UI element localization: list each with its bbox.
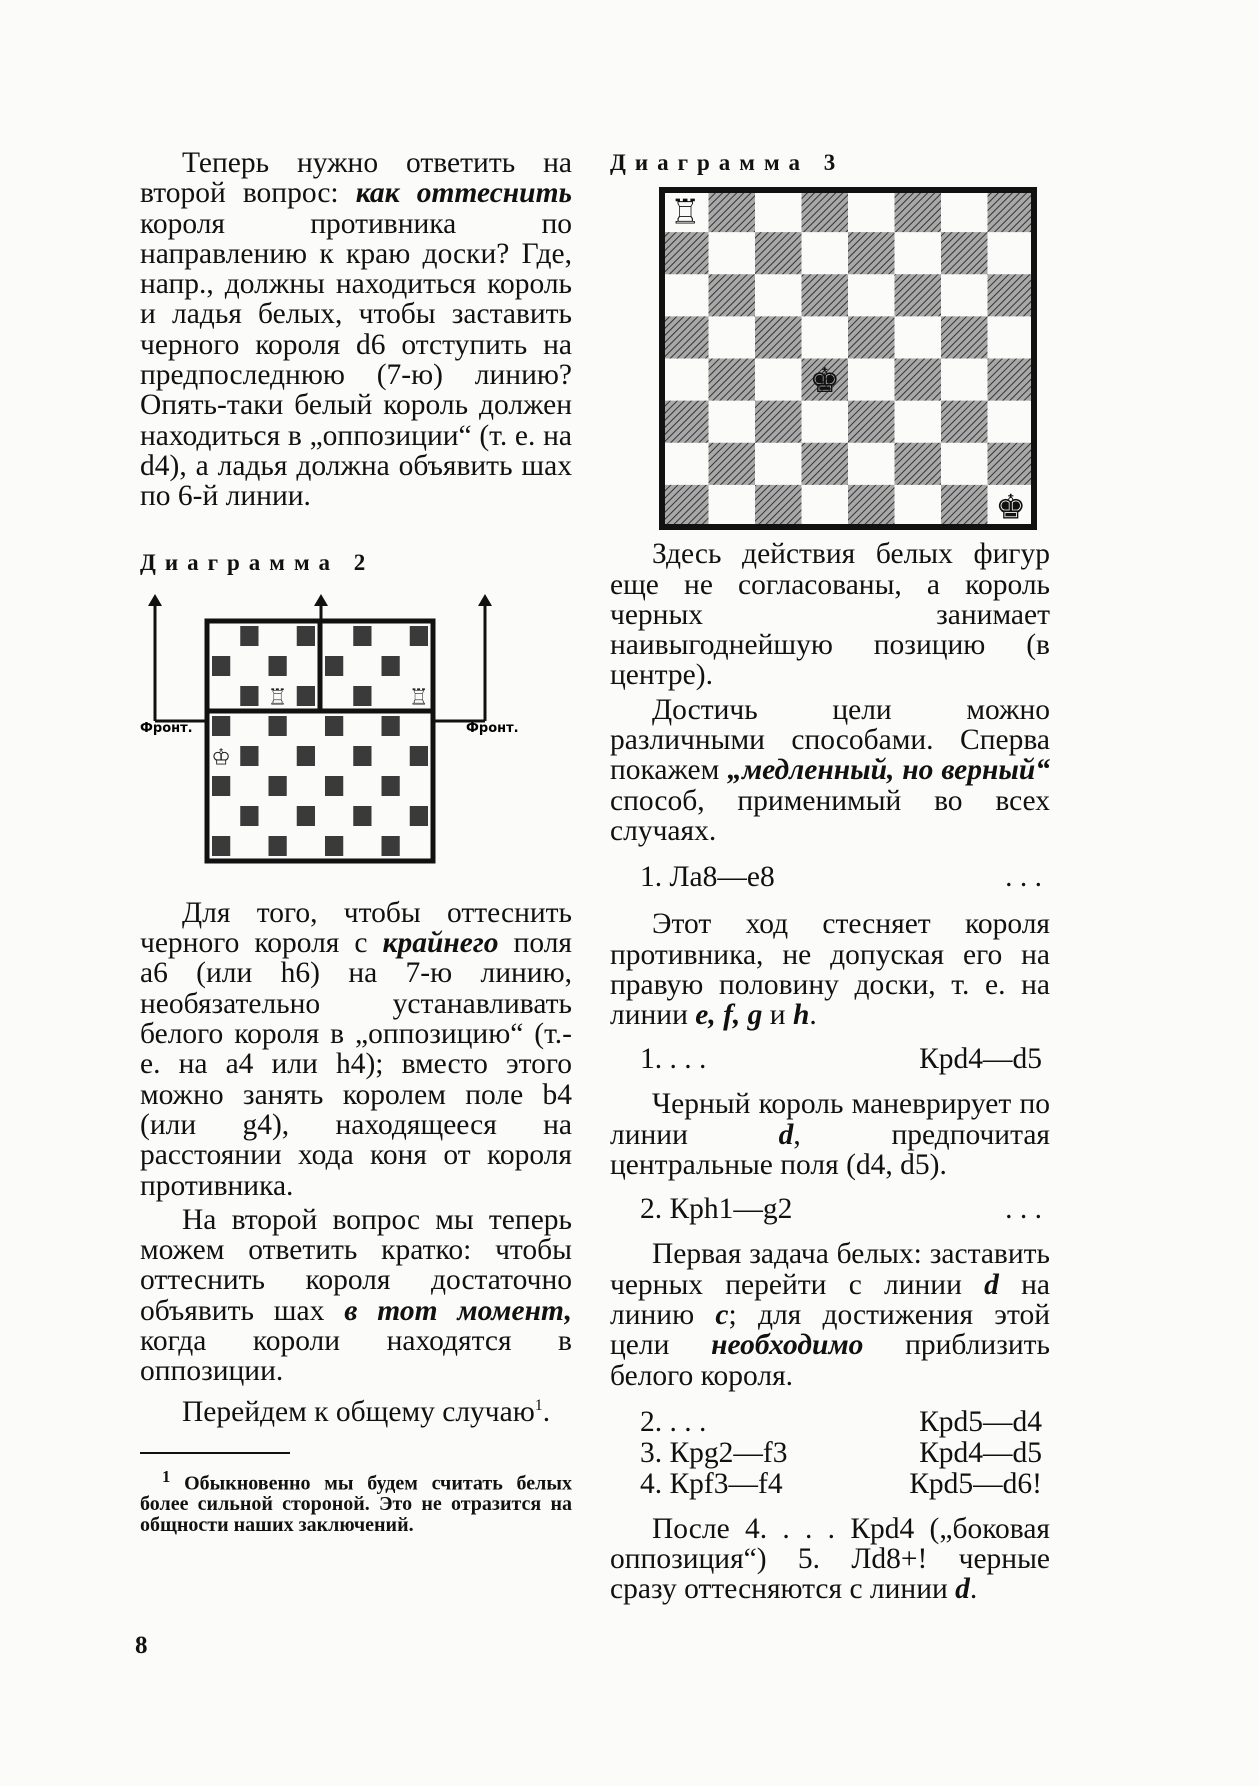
board-square [662, 232, 709, 274]
board-square [895, 359, 942, 401]
board-square [662, 401, 709, 443]
right-paragraph-3: Этот ход стесняет короля противника, не допуская его на правую половину доски, т. е. на линии e, f, g и h. [610, 908, 1050, 1032]
board-square [382, 656, 400, 676]
rook-icon: ♖ [267, 685, 288, 711]
left-paragraph-4: Перейдем к общему случаю$^1$. [182, 1395, 551, 1428]
front-label-left: Фронт. [140, 720, 193, 736]
black-king-icon: ♚ [809, 361, 840, 402]
board-square [895, 190, 942, 232]
board-square [269, 836, 287, 856]
diagram-2 [140, 548, 572, 876]
board-square [709, 359, 756, 401]
moves-list [610, 1407, 1050, 1500]
white-king-icon: ♚ [995, 487, 1026, 528]
board-square [848, 317, 895, 359]
board-square [269, 776, 287, 796]
arrow-up-icon [148, 594, 162, 606]
board-square [662, 485, 709, 527]
right-paragraph-2: Достичь цели можно различными способами. Сперва покажем „медленный, но верный“ способ, применимый во всех случаях. [610, 693, 1050, 847]
board-square [240, 626, 258, 646]
left-paragraph-1: Теперь нужно ответить на второй вопрос: как оттеснить короля противника по направлению к краю доски? Где, напр., должны находиться король и ладья белых, чтобы заставить черного короля d6 отступить на предпоследнюю (7-ю) линию? Опять-таки белый король должен находиться в „оппозиции“ (т. е. на d4), а ладья должна объявить шах по 6-й линии. [140, 147, 572, 513]
board-square [212, 776, 230, 796]
move-row: 2. . . . Крd5—d4 [640, 1405, 1042, 1438]
board-square [382, 716, 400, 736]
king-icon: ♔ [211, 745, 231, 771]
board-square [802, 190, 849, 232]
board-square [410, 746, 428, 766]
right-paragraph-6: После 4. . . . Крd4 („боковая оппозиция“) 5. Лd8+! черные сразу оттесняются с линии d. [610, 1512, 1050, 1606]
board-square [848, 232, 895, 274]
left-column [140, 148, 572, 1536]
board-square [269, 656, 287, 676]
move-row: 4. Крf3—f4 Крd5—d6! [640, 1467, 1042, 1500]
right-paragraph-1: Здесь действия белых фигур еще не согласованы, а король черных занимает наивыгоднейшую позицию (в центре). [610, 538, 1050, 692]
board-square [709, 190, 756, 232]
diagram-3-caption: Диаграмма 3 [610, 150, 845, 175]
move-1: 1. Ла8—е8 . . . [640, 861, 1042, 894]
left-paragraph-3: На второй вопрос мы теперь можем ответить кратко: чтобы оттеснить короля достаточно объявить шах в тот момент, когда короли находятся в оппозиции. [140, 1203, 572, 1388]
right-paragraph-4: Черный король маневрирует по линии d, предпочитая центральные поля (d4, d5). [610, 1088, 1050, 1182]
board-square [325, 716, 343, 736]
board-square [755, 485, 802, 527]
board-square [353, 626, 371, 646]
board-square [755, 232, 802, 274]
move-row: 3. Крg2—f3 Крd4—d5 [640, 1436, 1042, 1469]
board-square [269, 716, 287, 736]
board-square [325, 656, 343, 676]
board-square [382, 776, 400, 796]
board-square [941, 485, 988, 527]
board-square [709, 275, 756, 317]
board-square [212, 656, 230, 676]
board-square [297, 806, 315, 826]
arrow-up-icon [478, 594, 492, 606]
page-number: 8 [135, 1632, 148, 1659]
board-square [941, 317, 988, 359]
board-square [240, 686, 258, 706]
board-square [802, 275, 849, 317]
board-square [240, 806, 258, 826]
board-square [848, 485, 895, 527]
board-square [662, 317, 709, 359]
right-column [610, 148, 1050, 1605]
board-square [382, 836, 400, 856]
board-square [353, 806, 371, 826]
board-square [941, 232, 988, 274]
board-square [848, 401, 895, 443]
move-2: 2. Крh1—g2 . . . [640, 1193, 1042, 1226]
footnote-rule [140, 1452, 290, 1454]
board-square [988, 190, 1035, 232]
board-square [240, 746, 258, 766]
move-1-black: 1. . . . Крd4—d5 [640, 1043, 1042, 1076]
board-square [988, 359, 1035, 401]
board-square [325, 776, 343, 796]
board-square [297, 746, 315, 766]
board-square [297, 686, 315, 706]
board-square [353, 686, 371, 706]
front-label-right: Фронт. [466, 720, 519, 736]
board-square [212, 836, 230, 856]
diagram-3-board [658, 186, 1038, 531]
board-square [895, 443, 942, 485]
board-square [325, 836, 343, 856]
white-rook-icon: ♖ [670, 192, 701, 233]
board-square [755, 317, 802, 359]
diagram-2-board [140, 586, 572, 876]
left-paragraph-2: Для того, чтобы оттеснить черного короля с крайнего поля a6 (или h6) на 7-ю линию, необязательно устанавливать белого короля в „оппозицию“ (т.-е. на a4 или h4); вместо этого можно занять королем поле b4 (или g4), находящееся на расстоянии хода коня от короля противника. [140, 896, 572, 1202]
footnote: $^1$ Обыкновенно мы будем считать белых более сильной стороной. Это не отразится на общности наших заключений. [140, 1466, 572, 1537]
right-paragraph-5: Первая задача белых: заставить черных перейти с линии d на линию c; для достижения этой цели необходимо приблизить белого короля. [610, 1238, 1050, 1392]
board-square [297, 626, 315, 646]
arrow-up-icon [314, 594, 328, 606]
board-square [988, 275, 1035, 317]
board-square [941, 401, 988, 443]
board-square [410, 806, 428, 826]
board-square [755, 401, 802, 443]
diagram-2-caption: Диаграмма 2 [140, 549, 375, 575]
board-square [709, 443, 756, 485]
board-square [353, 746, 371, 766]
board-square [410, 626, 428, 646]
board-square [988, 443, 1035, 485]
board-square [802, 443, 849, 485]
board-square [212, 716, 230, 736]
rook-icon: ♖ [409, 685, 429, 711]
board-square [895, 275, 942, 317]
